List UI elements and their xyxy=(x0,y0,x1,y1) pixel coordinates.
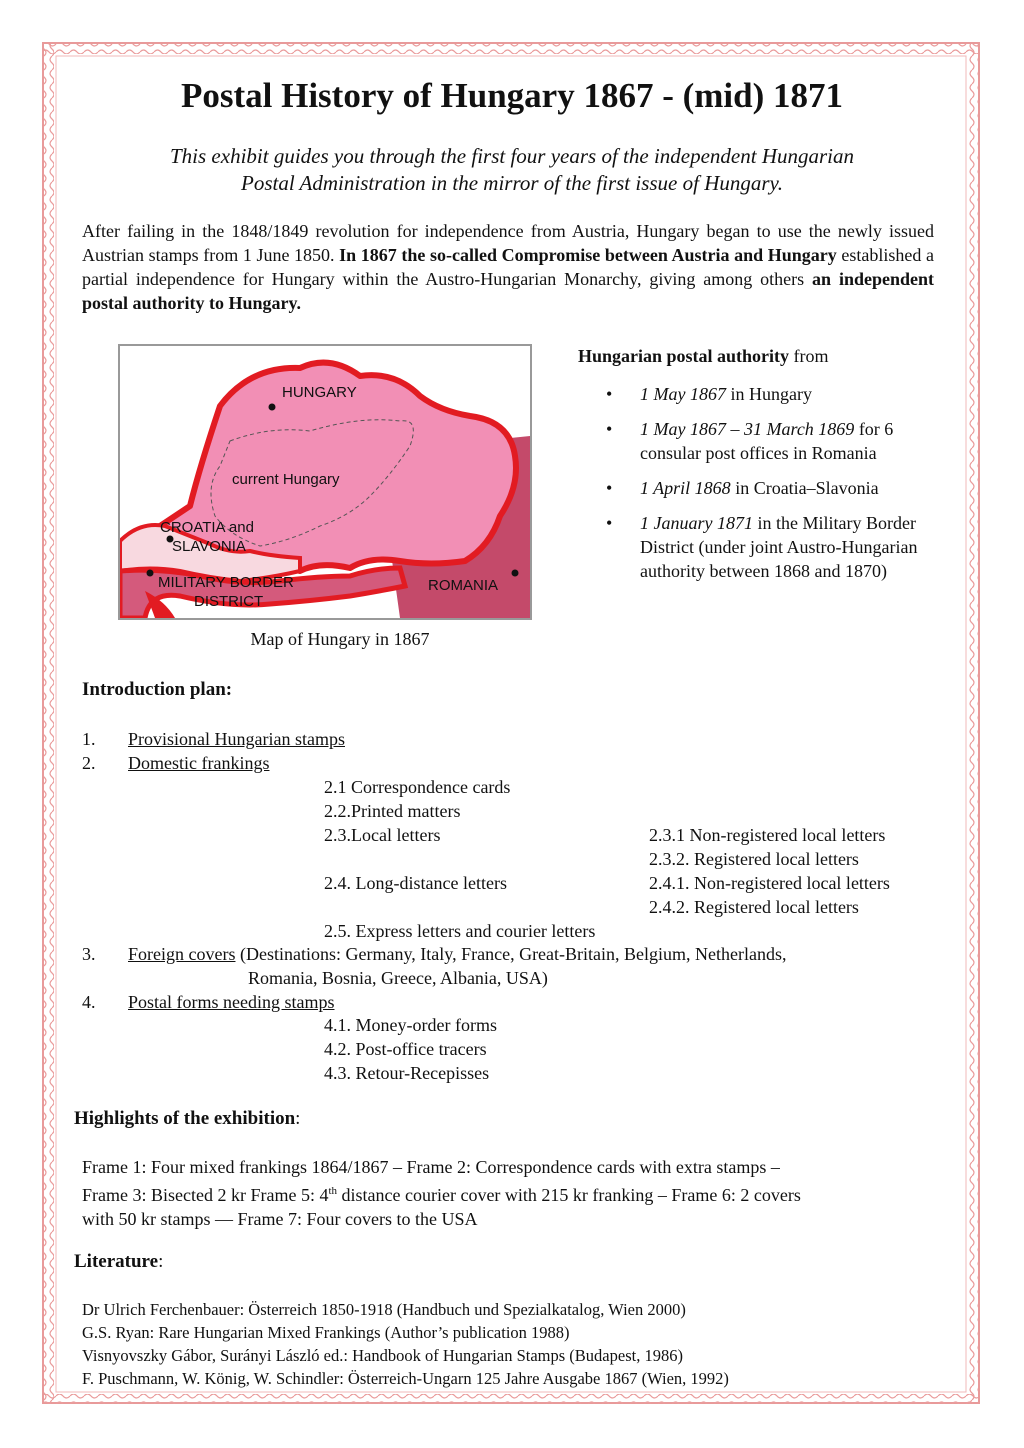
authority-text: for 6 consular post offices in Romania xyxy=(640,419,894,463)
highlights-line-3: with 50 kr stamps — Frame 7: Four covers to the USA xyxy=(82,1209,478,1229)
plan-sub-4-3: 4.3. Retour-Recepisses xyxy=(324,1063,490,1083)
map-label-croatia-1: CROATIA and xyxy=(160,519,254,536)
highlights-line-2a: Frame 3: Bisected 2 kr Frame 5: 4 xyxy=(82,1185,329,1205)
plan-sub-2-3-1: 2.3.1 Non-registered local letters xyxy=(649,825,886,845)
subtitle xyxy=(90,143,934,197)
authority-text: in the Military Border District (under joint Austro-Hungarian authority between 1868 and 1870) xyxy=(640,513,918,581)
highlights-line-1: Frame 1: Four mixed frankings 1864/1867 – Frame 2: Correspondence cards with extra stamps – xyxy=(82,1157,780,1177)
subtitle-line-2: Postal Administration in the mirror of the first issue of Hungary. xyxy=(241,171,783,195)
plan-item-3-label: Foreign covers xyxy=(128,944,236,964)
plan-number-3: 3. xyxy=(82,944,96,964)
plan-heading: Introduction plan: xyxy=(82,679,233,700)
authority-list xyxy=(606,382,946,594)
intro-bold-2: an independent postal authority to Hungary. xyxy=(82,269,934,313)
authority-item xyxy=(606,476,946,500)
literature-list xyxy=(82,1298,942,1390)
map-label-military-1: MILITARY BORDER xyxy=(158,574,294,591)
authority-item xyxy=(606,511,946,583)
authority-text: in Croatia–Slavonia xyxy=(730,478,879,498)
literature-heading xyxy=(74,1251,163,1273)
plan-sub-2-3-2: 2.3.2. Registered local letters xyxy=(649,849,859,869)
plan-sub-2-2: 2.2.Printed matters xyxy=(324,801,461,821)
plan-sub-2-1: 2.1 Correspondence cards xyxy=(324,777,511,797)
map-label-current-hungary: current Hungary xyxy=(232,471,340,488)
map-caption: Map of Hungary in 1867 xyxy=(250,629,430,649)
highlights-line-2 xyxy=(82,1179,942,1207)
authority-text: in Hungary xyxy=(725,384,812,404)
map-label-hungary: HUNGARY xyxy=(282,384,357,401)
page-title: Postal History of Hungary 1867 - (mid) 1871 xyxy=(180,76,844,115)
plan-item-3 xyxy=(128,942,787,966)
plan-sub-4-2: 4.2. Post-office tracers xyxy=(324,1039,487,1059)
plan-sub-4-1: 4.1. Money-order forms xyxy=(324,1015,497,1035)
plan-sub-2-3: 2.3.Local letters xyxy=(324,825,441,845)
highlights-line-2b: distance courier cover with 215 kr franking – Frame 6: 2 covers xyxy=(337,1185,801,1205)
literature-item: Dr Ulrich Ferchenbauer: Österreich 1850-1918 (Handbuch und Spezialkatalog, Wien 2000) xyxy=(82,1300,686,1319)
highlights-heading xyxy=(74,1108,300,1130)
plan-sub-2-5: 2.5. Express letters and courier letters xyxy=(324,921,596,941)
plan-sub-2-4-1: 2.4.1. Non-registered local letters xyxy=(649,873,890,893)
plan-number-2: 2. xyxy=(82,753,96,773)
plan-number-1: 1. xyxy=(82,729,96,749)
authority-date: 1 April 1868 xyxy=(640,478,731,498)
intro-bold-1: In 1867 the so-called Compromise between Austria and Hungary xyxy=(339,245,837,265)
authority-date: 1 January 1871 xyxy=(640,513,753,533)
literature-heading-colon: : xyxy=(158,1251,164,1272)
highlights-heading-colon: : xyxy=(295,1108,301,1129)
plan-item-2: Domestic frankings xyxy=(128,753,270,773)
subtitle-line-1: This exhibit guides you through the first four years of the independent Hungarian xyxy=(170,144,854,168)
highlights-sup: th xyxy=(328,1185,338,1197)
authority-date: 1 May 1867 xyxy=(640,384,726,404)
plan-item-3-cont: Romania, Bosnia, Greece, Albania, USA) xyxy=(248,968,548,988)
intro-text-2: established a partial independence for Hungary within the Austro-Hungarian Monarchy, giving among others xyxy=(82,245,934,289)
map-label-romania: ROMANIA xyxy=(428,577,499,594)
authority-date: 1 May 1867 – 31 March 1869 xyxy=(640,419,855,439)
authority-heading xyxy=(578,346,829,367)
authority-item xyxy=(606,382,946,406)
intro-text-1: After failing in the 1848/1849 revolution for independence from Austria, Hungary began to use the newly issued Austrian stamps from 1 June 1850. xyxy=(82,221,934,265)
authority-item xyxy=(606,417,946,465)
intro-paragraph xyxy=(82,219,934,315)
literature-item: F. Puschmann, W. König, W. Schindler: Österreich-Ungarn 125 Jahre Ausgabe 1867 (Wien, 1992) xyxy=(82,1369,729,1388)
plan-item-3-destinations: (Destinations: Germany, Italy, France, Great-Britain, Belgium, Netherlands, xyxy=(235,944,787,964)
authority-heading-rest: from xyxy=(789,346,829,366)
highlights-text xyxy=(82,1155,942,1231)
authority-heading-bold: Hungarian postal authority xyxy=(578,346,790,366)
plan-item-1: Provisional Hungarian stamps xyxy=(128,729,345,749)
plan-item-4: Postal forms needing stamps xyxy=(128,992,335,1012)
highlights-heading-text: Highlights of the exhibition xyxy=(74,1108,296,1129)
map-hungary-1867 xyxy=(118,344,532,620)
plan-number-4: 4. xyxy=(82,992,96,1012)
literature-item: G.S. Ryan: Rare Hungarian Mixed Frankings (Author’s publication 1988) xyxy=(82,1323,570,1342)
map-label-military-2: DISTRICT xyxy=(194,593,264,610)
literature-item: Visnyovszky Gábor, Surányi László ed.: Handbook of Hungarian Stamps (Budapest, 1986) xyxy=(82,1346,683,1365)
plan-sub-2-4: 2.4. Long-distance letters xyxy=(324,873,507,893)
map-label-croatia-2: SLAVONIA xyxy=(172,538,246,555)
literature-heading-text: Literature xyxy=(74,1251,159,1272)
plan-sub-2-4-2: 2.4.2. Registered local letters xyxy=(649,897,859,917)
